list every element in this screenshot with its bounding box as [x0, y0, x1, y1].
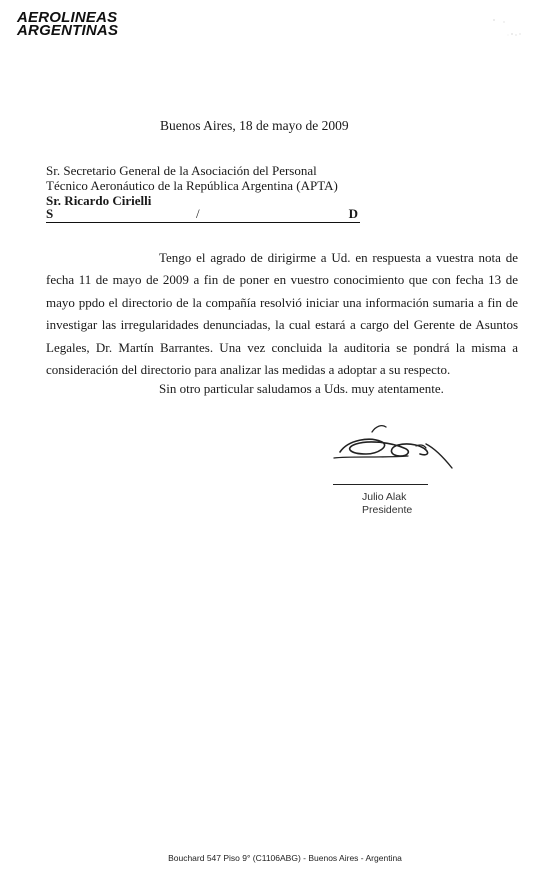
- handwritten-signature: [330, 418, 460, 478]
- signer-title: Presidente: [362, 504, 413, 516]
- letter-body: [46, 247, 518, 381]
- letter-date: Buenos Aires, 18 de mayo de 2009: [160, 118, 349, 133]
- closing-line: Sin otro particular saludamos a Uds. muy atentamente.: [159, 381, 444, 396]
- signer-block: [362, 491, 412, 517]
- body-paragraph: Tengo el agrado de dirigirme a Ud. en respuesta a vuestra nota de fecha 11 de mayo de 2009 a fin de poner en vuestro conocimiento que con fecha 13 de mayo ppdo el directorio de la compañía resolvió iniciar una información sumaria a fin de investigar las irregularidades denunciadas, la cual estará a cargo del Gerente de Asuntos Legales, Dr. Martín Barrantes. Una vez concluida la auditoria se pondrá la misma a consideración del directorio para analizar las medidas a adoptar a su respecto.: [46, 250, 518, 378]
- recipient-block: [46, 163, 338, 208]
- logo-line-2: ARGENTINAS: [17, 22, 119, 39]
- signer-name: Julio Alak: [362, 491, 407, 503]
- recipient-name: Sr. Ricardo Cirielli: [46, 193, 152, 208]
- footer-address: Bouchard 547 Piso 9° (C1106ABG) - Buenos Aires - Argentina: [168, 853, 402, 863]
- recipient-line-1: Sr. Secretario General de la Asociación del Personal: [46, 163, 317, 178]
- sd-slash: /: [196, 206, 200, 221]
- signature-line: [333, 484, 428, 485]
- su-despacho-line: [46, 206, 360, 223]
- sd-s: S: [46, 206, 54, 221]
- logo-line-1: AEROLINEAS: [17, 9, 118, 26]
- scan-specks: [464, 14, 524, 44]
- sd-d: D: [348, 206, 358, 221]
- letterhead-logo: [17, 11, 118, 37]
- recipient-line-2: Técnico Aeronáutico de la República Argentina (APTA): [46, 178, 338, 193]
